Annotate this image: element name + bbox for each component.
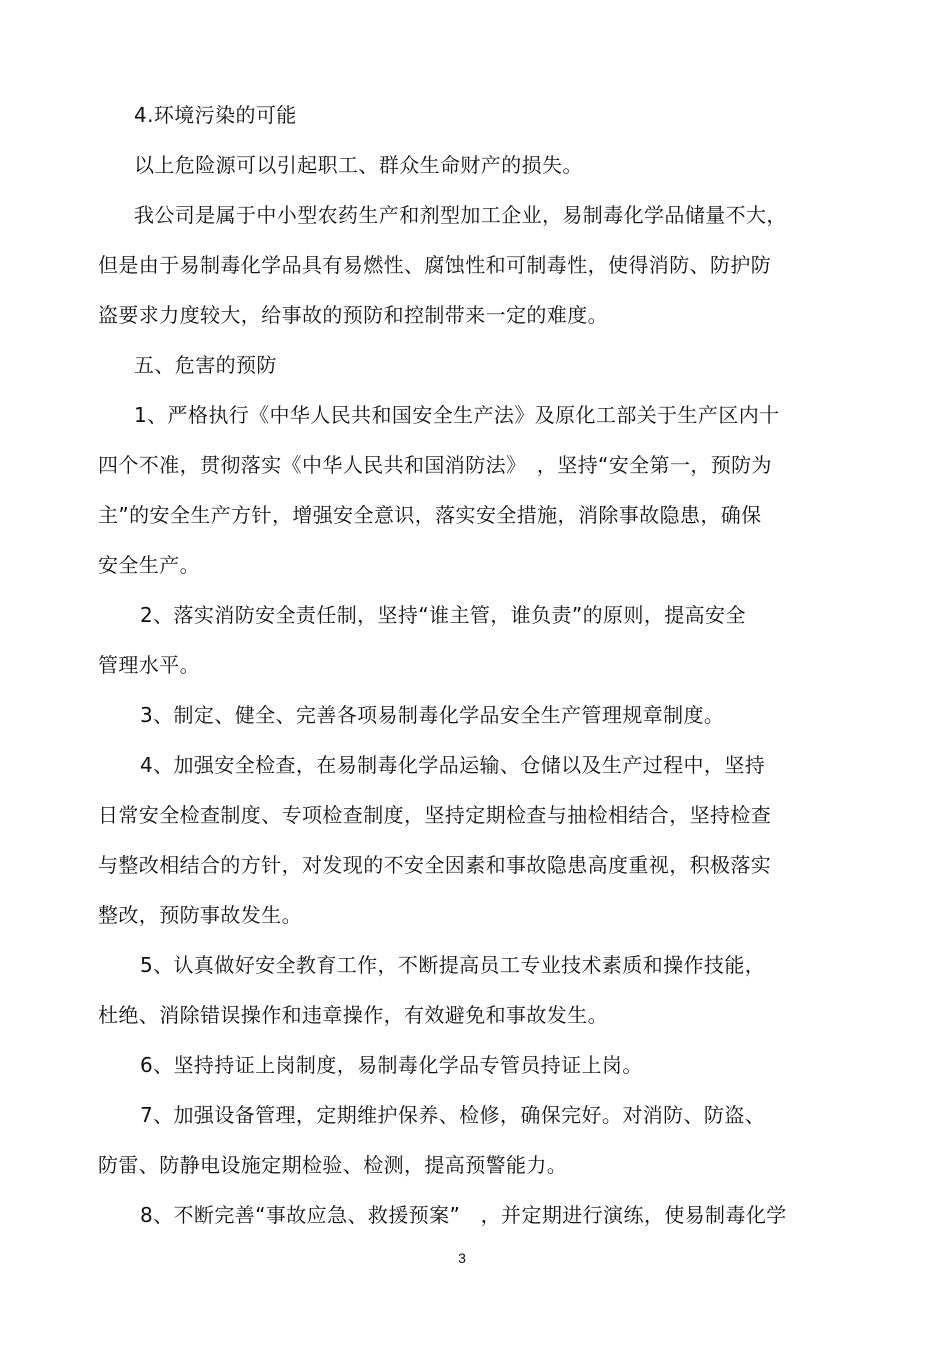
text-line: 2、落实消防安全责任制，坚持“谁主管，谁负责”的原则，提高安全 xyxy=(140,603,746,627)
text-line: 1、严格执行《中华人民共和国安全生产法》及原化工部关于生产区内十 xyxy=(134,403,780,427)
text-line: 四个不准，贯彻落实《中华人民共和国消防法》 ，坚持“安全第一，预防为 xyxy=(98,453,772,477)
text-line: 杜绝、消除错误操作和违章操作，有效避免和事故发生。 xyxy=(98,1003,608,1027)
text-line: 管理水平。 xyxy=(98,653,200,677)
text-line: 3、制定、健全、完善各项易制毒化学品安全生产管理规章制度。 xyxy=(140,703,725,727)
text-line: 7、加强设备管理，定期维护保养、检修，确保完好。对消防、防盗、 xyxy=(140,1103,766,1127)
text-line: 安全生产。 xyxy=(98,553,200,577)
text-line: 整改，预防事故发生。 xyxy=(98,903,302,927)
text-line: 主”的安全生产方针，增强安全意识，落实安全措施，消除事故隐患，确保 xyxy=(98,503,762,527)
page-number: 3 xyxy=(458,1250,466,1266)
text-line: 4.环境污染的可能 xyxy=(134,103,297,127)
text-line: 以上危险源可以引起职工、群众生命财产的损失。 xyxy=(134,153,583,177)
text-line: 日常安全检查制度、专项检查制度，坚持定期检查与抽检相结合，坚持检查 xyxy=(98,803,772,827)
text-line: 4、加强安全检查，在易制毒化学品运输、仓储以及生产过程中，坚持 xyxy=(140,753,766,777)
text-line: 6、坚持持证上岗制度，易制毒化学品专管员持证上岗。 xyxy=(140,1053,643,1077)
text-line: 盗要求力度较大，给事故的预防和控制带来一定的难度。 xyxy=(98,303,608,327)
section-heading: 五、危害的预防 xyxy=(134,353,277,377)
text-line: 但是由于易制毒化学品具有易燃性、腐蚀性和可制毒性，使得消防、防护防 xyxy=(98,253,772,277)
text-line: 8、不断完善“事故应急、救援预案” ，并定期进行演练，使易制毒化学 xyxy=(140,1203,787,1227)
text-line: 我公司是属于中小型农药生产和剂型加工企业，易制毒化学品储量不大， xyxy=(134,203,787,227)
text-line: 5、认真做好安全教育工作，不断提高员工专业技术素质和操作技能， xyxy=(140,953,766,977)
text-line: 与整改相结合的方针，对发现的不安全因素和事故隐患高度重视，积极落实 xyxy=(98,853,772,877)
text-line: 防雷、防静电设施定期检验、检测，提高预警能力。 xyxy=(98,1153,568,1177)
